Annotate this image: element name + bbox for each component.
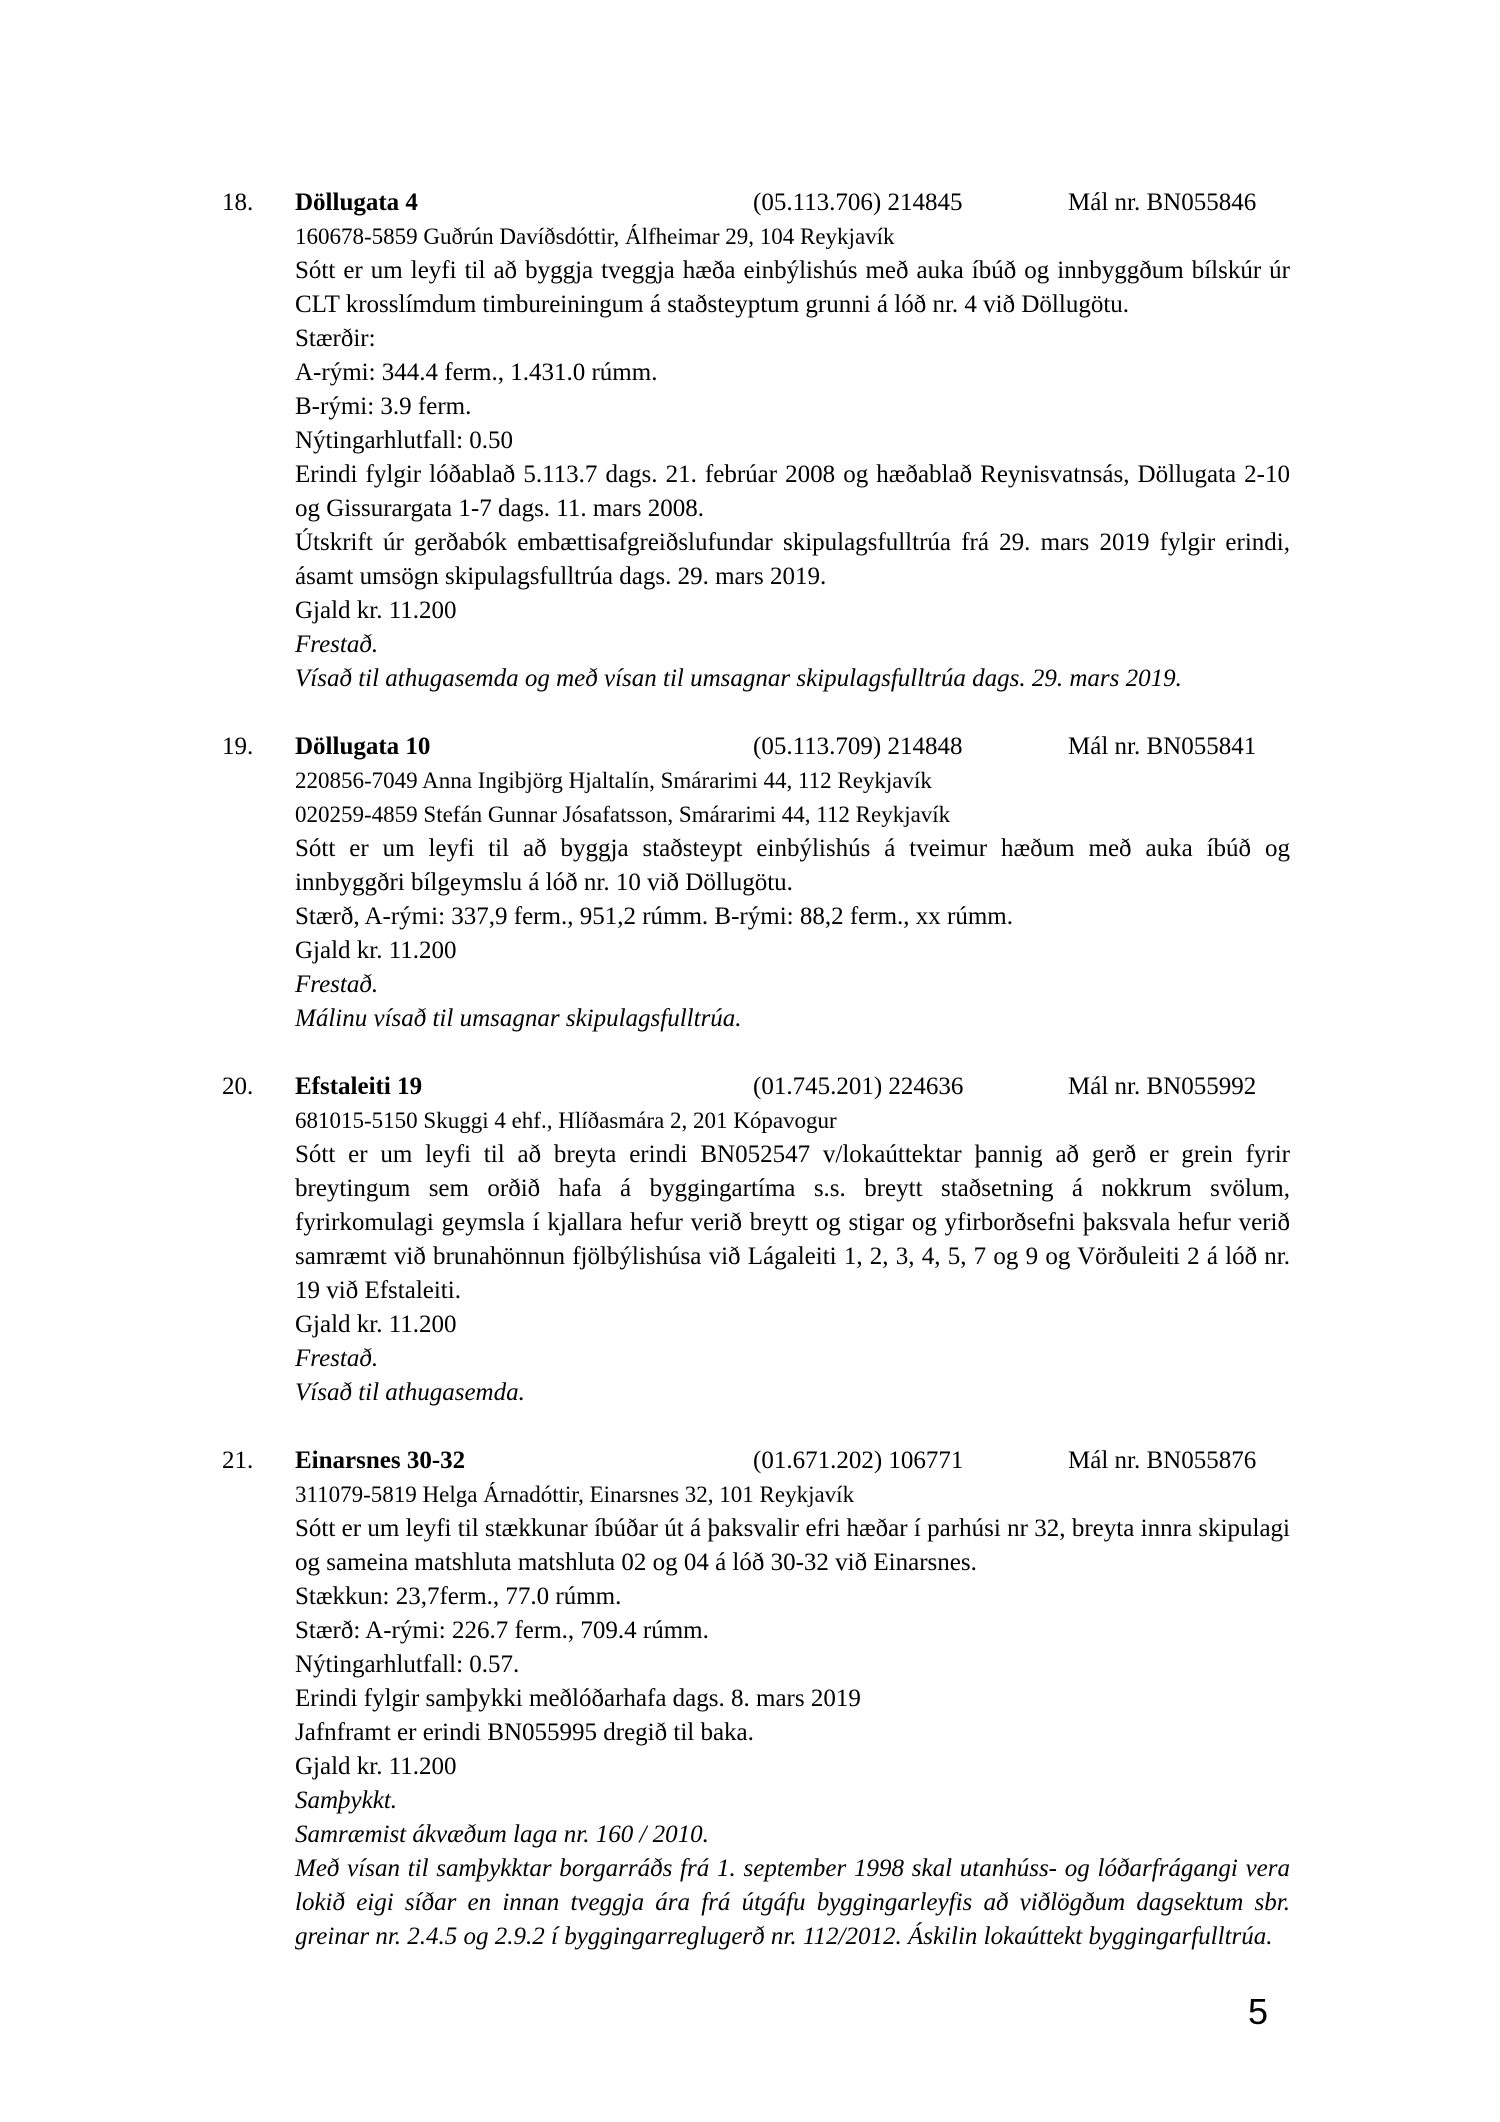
item-header <box>295 1070 1290 1104</box>
resolution-note: Málinu vísað til umsagnar skipulagsfulltrúa. <box>295 1005 742 1032</box>
paragraph: Stærð, A-rými: 337,9 ferm., 951,2 rúmm. B-rými: 88,2 ferm., xx rúmm. <box>295 903 1013 930</box>
item-index: 18. <box>222 189 254 216</box>
item-content <box>295 730 1290 1036</box>
resolution-status: Samþykkt. <box>295 1787 398 1814</box>
paragraph: Sótt er um leyfi til að breyta erindi BN052547 v/lokaúttektar þannig að gerð er grein fyrir breytingum sem orðið hafa á byggingartíma s.s. breytt staðsetning á nokkrum svölum, fyrirkomulagi geymsla í kjallara hefur verið breytt og stigar og yfirborðsefni þaksvala hefur verið samræmt við brunahönnun fjölbýlishúsa við Lágaleiti 1, 2, 3, 4, 5, 7 og 9 og Vörðuleiti 2 á lóð nr. 19 við Efstaleiti. <box>295 1141 1290 1304</box>
item-content <box>295 1070 1290 1410</box>
case-number: Mál nr. BN055992 <box>1068 1073 1257 1100</box>
item-title: Döllugata 4 <box>295 189 418 216</box>
case-number: Mál nr. BN055846 <box>1068 189 1257 216</box>
case-number: Mál nr. BN055841 <box>1068 733 1257 760</box>
resolution-note: Með vísan til samþykktar borgarráðs frá 1. september 1998 skal utanhúss- og lóðarfrágangi vera lokið eigi síðar en innan tveggja ára frá útgáfu byggingarleyfis að viðlögðum dagsektum sbr. greinar nr. 2.4.5 og 2.9.2 í byggingarreglugerð nr. 112/2012. Áskilin lokaúttekt byggingarfulltrúa. <box>295 1855 1290 1950</box>
case-item-20 <box>222 1070 1290 1410</box>
resolution-note: Samræmist ákvæðum laga nr. 160 / 2010. <box>295 1821 709 1848</box>
parcel-number: (01.671.202) 106771 <box>753 1447 964 1474</box>
paragraph: Gjald kr. 11.200 <box>295 1753 457 1780</box>
case-item-21 <box>222 1444 1290 1954</box>
agenda-document <box>222 186 1290 1988</box>
paragraph: Útskrift úr gerðabók embættisafgreiðslufundar skipulagsfulltrúa frá 29. mars 2019 fylgir erindi, ásamt umsögn skipulagsfulltrúa dags. 29. mars 2019. <box>295 529 1290 590</box>
parcel-number: (01.745.201) 224636 <box>753 1073 964 1100</box>
paragraph: Nýtingarhlutfall: 0.57. <box>295 1651 520 1678</box>
item-title: Döllugata 10 <box>295 733 431 760</box>
paragraph: Erindi fylgir lóðablað 5.113.7 dags. 21. febrúar 2008 og hæðablað Reynisvatnsás, Döllugata 2-10 og Gissurargata 1-7 dags. 11. mars 2008. <box>295 461 1290 522</box>
resolution-note: Vísað til athugasemda. <box>295 1379 525 1406</box>
case-number: Mál nr. BN055876 <box>1068 1447 1257 1474</box>
item-header <box>295 1444 1290 1478</box>
paragraph: B-rými: 3.9 ferm. <box>295 393 472 420</box>
resolution-status: Frestað. <box>295 971 379 998</box>
paragraph: Gjald kr. 11.200 <box>295 1311 457 1338</box>
paragraph: Gjald kr. 11.200 <box>295 597 457 624</box>
applicant-line: 020259-4859 Stefán Gunnar Jósafatsson, Smárarimi 44, 112 Reykjavík <box>295 802 951 827</box>
item-title: Einarsnes 30-32 <box>295 1447 466 1474</box>
parcel-number: (05.113.706) 214845 <box>753 189 963 216</box>
applicant-line: 311079-5819 Helga Árnadóttir, Einarsnes 32, 101 Reykjavík <box>295 1482 855 1507</box>
item-header <box>295 730 1290 764</box>
paragraph: Nýtingarhlutfall: 0.50 <box>295 427 514 454</box>
page-number: 5 <box>1248 1991 1269 2032</box>
paragraph: Sótt er um leyfi til að byggja tveggja hæða einbýlishús með auka íbúð og innbyggðum bílskúr úr CLT krosslímdum timbureiningum á staðsteyptum grunni á lóð nr. 4 við Döllugötu. <box>295 257 1290 318</box>
paragraph: A-rými: 344.4 ferm., 1.431.0 rúmm. <box>295 359 658 386</box>
parcel-number: (05.113.709) 214848 <box>753 733 963 760</box>
item-index: 21. <box>222 1447 254 1474</box>
resolution-note: Vísað til athugasemda og með vísan til umsagnar skipulagsfulltrúa dags. 29. mars 2019. <box>295 665 1182 692</box>
case-item-18 <box>222 186 1290 696</box>
item-content <box>295 186 1290 696</box>
paragraph: Sótt er um leyfi til stækkunar íbúðar út á þaksvalir efri hæðar í parhúsi nr 32, breyta innra skipulagi og sameina matshluta matshluta 02 og 04 á lóð 30-32 við Einarsnes. <box>295 1515 1290 1576</box>
paragraph: Stækkun: 23,7ferm., 77.0 rúmm. <box>295 1583 622 1610</box>
paragraph: Gjald kr. 11.200 <box>295 937 457 964</box>
paragraph: Sótt er um leyfi til að byggja staðsteypt einbýlishús á tveimur hæðum með auka íbúð og innbyggðri bílgeymslu á lóð nr. 10 við Döllugötu. <box>295 835 1290 896</box>
resolution-status: Frestað. <box>295 1345 379 1372</box>
applicant-line: 681015-5150 Skuggi 4 ehf., Hlíðasmára 2, 201 Kópavogur <box>295 1108 837 1133</box>
applicant-line: 160678-5859 Guðrún Davíðsdóttir, Álfheimar 29, 104 Reykjavík <box>295 224 895 249</box>
paragraph: Erindi fylgir samþykki meðlóðarhafa dags. 8. mars 2019 <box>295 1685 861 1712</box>
paragraph: Stærð: A-rými: 226.7 ferm., 709.4 rúmm. <box>295 1617 709 1644</box>
item-title: Efstaleiti 19 <box>295 1073 423 1100</box>
applicant-line: 220856-7049 Anna Ingibjörg Hjaltalín, Smárarimi 44, 112 Reykjavík <box>295 768 932 793</box>
paragraph: Stærðir: <box>295 325 376 352</box>
paragraph: Jafnframt er erindi BN055995 dregið til baka. <box>295 1719 754 1746</box>
resolution-status: Frestað. <box>295 631 379 658</box>
item-header <box>295 186 1290 220</box>
case-item-19 <box>222 730 1290 1036</box>
item-index: 19. <box>222 733 254 760</box>
item-index: 20. <box>222 1073 254 1100</box>
item-content <box>295 1444 1290 1954</box>
